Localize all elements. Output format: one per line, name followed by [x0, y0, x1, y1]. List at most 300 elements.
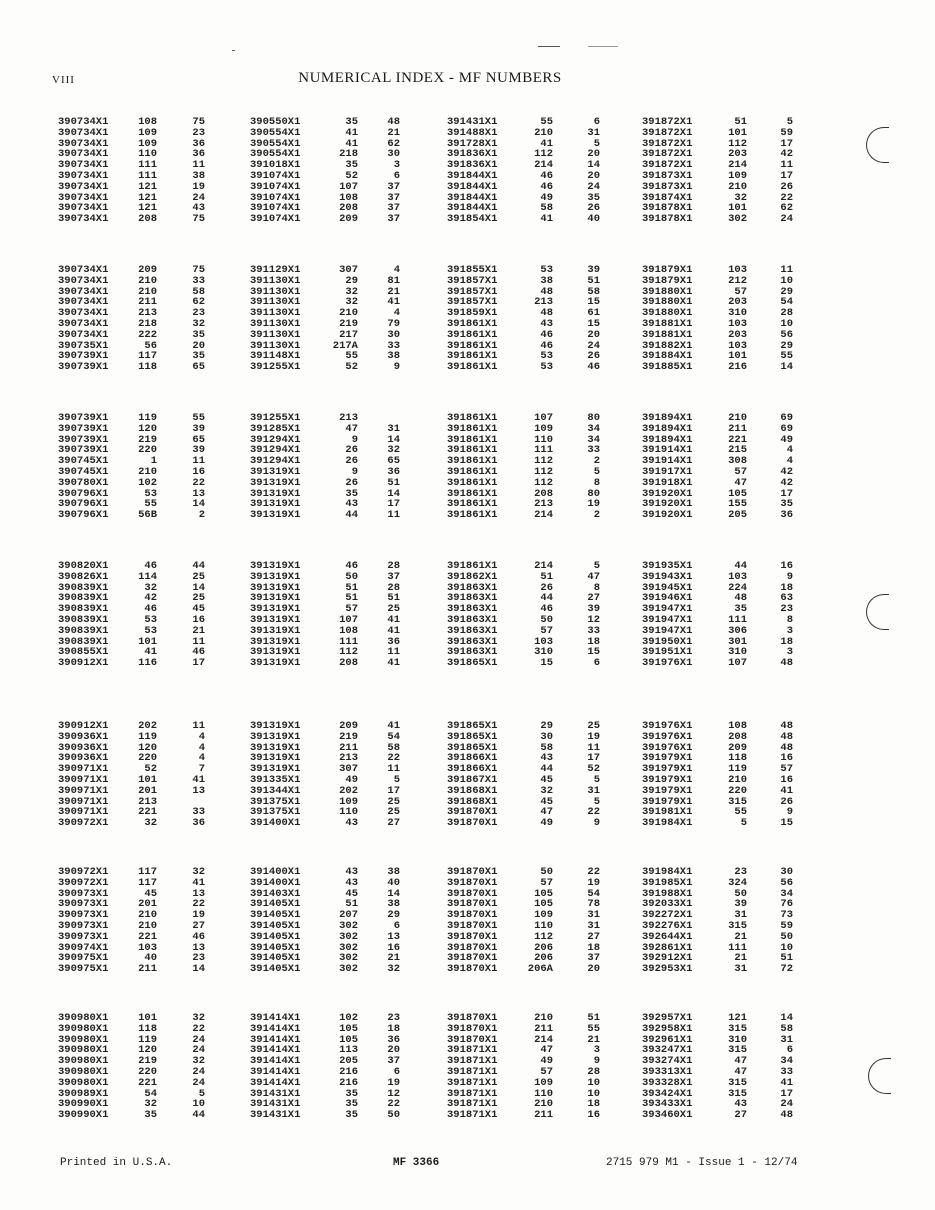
item-number: 65 — [192, 361, 205, 374]
figure-number: 210 — [138, 466, 157, 478]
mf-part-number: 391873X1 — [642, 170, 693, 182]
figure-number: 310 — [728, 307, 747, 320]
item-number: 5 — [198, 1087, 205, 1100]
item-number: 61 — [587, 307, 600, 320]
item-number: 19 — [387, 1076, 400, 1089]
figure-number: 219 — [138, 433, 157, 446]
item-number: 3 — [786, 646, 793, 659]
item-number: 14 — [387, 433, 400, 446]
mf-part-number: 390980X1 — [58, 1055, 109, 1068]
item-number: 79 — [387, 318, 400, 330]
item-number: 20 — [587, 148, 600, 161]
mf-part-number: 390550X1 — [250, 116, 301, 128]
figure-number: 5 — [740, 817, 747, 830]
mf-part-number: 391148X1 — [250, 350, 301, 363]
figure-number: 57 — [734, 466, 747, 478]
mf-part-number: 391294X1 — [250, 444, 301, 457]
item-number: 24 — [780, 213, 793, 226]
item-number: 42 — [780, 476, 793, 489]
index-row — [0, 797, 935, 808]
figure-number: 112 — [534, 455, 553, 468]
item-number: 13 — [192, 941, 205, 954]
mf-part-number: 391414X1 — [250, 1044, 301, 1057]
mf-part-number: 391130X1 — [250, 274, 301, 287]
item-number: 7 — [198, 763, 205, 776]
mf-part-number: 391946X1 — [642, 592, 693, 605]
figure-number: 35 — [345, 1087, 358, 1100]
figure-number: 55 — [345, 350, 358, 363]
figure-number: 41 — [345, 126, 358, 139]
item-number: 34 — [587, 433, 600, 446]
mf-part-number: 391861X1 — [447, 350, 498, 363]
figure-number: 103 — [534, 635, 553, 648]
figure-number: 58 — [540, 202, 553, 215]
mf-part-number: 390739X1 — [58, 350, 109, 363]
mf-part-number: 391861X1 — [447, 444, 498, 457]
mf-part-number: 391914X1 — [642, 444, 693, 457]
mf-part-number: 391319X1 — [250, 624, 301, 637]
mf-part-number: 391861X1 — [447, 509, 498, 522]
index-row — [0, 899, 935, 910]
figure-number: 101 — [138, 1012, 157, 1024]
item-number: 62 — [387, 137, 400, 150]
figure-number: 209 — [339, 213, 358, 226]
item-number: 10 — [192, 1098, 205, 1111]
figure-number: 32 — [144, 1098, 157, 1111]
figure-number: 120 — [138, 741, 157, 754]
mf-part-number: 391870X1 — [447, 963, 498, 976]
item-number: 65 — [192, 433, 205, 446]
item-number: 16 — [192, 614, 205, 626]
figure-number: 302 — [339, 952, 358, 965]
mf-part-number: 391405X1 — [250, 952, 301, 965]
figure-number: 101 — [728, 202, 747, 215]
index-row — [0, 732, 935, 743]
mf-part-number: 391976X1 — [642, 720, 693, 732]
item-number: 63 — [780, 592, 793, 605]
mf-part-number: 391950X1 — [642, 635, 693, 648]
item-number: 20 — [587, 170, 600, 182]
figure-number: 101 — [138, 774, 157, 786]
figure-number: 105 — [339, 1022, 358, 1035]
figure-number: 35 — [345, 1109, 358, 1122]
figure-number: 216 — [339, 1066, 358, 1078]
figure-number: 31 — [734, 963, 747, 976]
item-number: 6 — [393, 920, 400, 932]
mf-part-number: 391878X1 — [642, 213, 693, 226]
mf-part-number: 390971X1 — [58, 806, 109, 819]
mf-part-number: 391947X1 — [642, 614, 693, 626]
mf-part-number: 391863X1 — [447, 635, 498, 648]
index-row — [0, 467, 935, 478]
mf-part-number: 391431X1 — [447, 116, 498, 128]
figure-number: 109 — [534, 422, 553, 435]
item-number: 24 — [192, 1076, 205, 1089]
footer-printed: Printed in U.S.A. — [60, 1157, 173, 1169]
item-number: 34 — [780, 1055, 793, 1068]
item-number: 9 — [393, 361, 400, 374]
figure-number: 112 — [534, 466, 553, 478]
figure-number: 210 — [339, 307, 358, 320]
figure-number: 50 — [345, 570, 358, 583]
mf-part-number: 391861X1 — [447, 339, 498, 352]
item-number: 49 — [780, 433, 793, 446]
mf-part-number: 390980X1 — [58, 1076, 109, 1089]
item-number: 46 — [192, 930, 205, 943]
mf-part-number: 391488X1 — [447, 126, 498, 139]
figure-number: 103 — [728, 318, 747, 330]
item-number: 36 — [192, 817, 205, 830]
mf-part-number: 391870X1 — [447, 898, 498, 911]
mf-part-number: 391405X1 — [250, 930, 301, 943]
figure-number: 112 — [534, 476, 553, 489]
figure-number: 221 — [138, 930, 157, 943]
item-number: 58 — [387, 741, 400, 754]
mf-part-number: 390734X1 — [58, 126, 109, 139]
item-number: 9 — [593, 817, 600, 830]
item-number: 73 — [780, 909, 793, 922]
mf-part-number: 392953X1 — [642, 963, 693, 976]
mf-part-number: 390820X1 — [58, 560, 109, 572]
item-number: 48 — [780, 730, 793, 743]
item-number: 40 — [387, 876, 400, 889]
figure-number: 56 — [144, 339, 157, 352]
mf-part-number: 391319X1 — [250, 570, 301, 583]
item-number: 48 — [780, 720, 793, 732]
item-number: 15 — [780, 817, 793, 830]
index-row — [0, 1110, 935, 1121]
index-row — [0, 445, 935, 456]
item-number: 19 — [587, 498, 600, 511]
item-number: 24 — [192, 1033, 205, 1046]
figure-number: 58 — [540, 741, 553, 754]
item-number: 56 — [780, 328, 793, 341]
mf-part-number: 390990X1 — [58, 1098, 109, 1111]
figure-number: 21 — [734, 952, 747, 965]
mf-part-number: 391862X1 — [447, 570, 498, 583]
item-number: 21 — [387, 952, 400, 965]
index-row — [0, 593, 935, 604]
mf-part-number: 391943X1 — [642, 570, 693, 583]
figure-number: 51 — [540, 570, 553, 583]
index-row — [0, 139, 935, 150]
item-number: 30 — [387, 148, 400, 161]
mf-part-number: 391319X1 — [250, 614, 301, 626]
item-number: 22 — [780, 191, 793, 204]
mf-part-number: 391870X1 — [447, 1012, 498, 1024]
mf-part-number: 391319X1 — [250, 635, 301, 648]
item-number: 20 — [587, 328, 600, 341]
mf-part-number: 391914X1 — [642, 455, 693, 468]
figure-number: 220 — [728, 784, 747, 797]
figure-number: 46 — [540, 328, 553, 341]
item-number: 69 — [780, 412, 793, 424]
figure-number: 206 — [534, 952, 553, 965]
figure-number: 110 — [534, 920, 553, 932]
item-number: 29 — [387, 909, 400, 922]
item-number: 14 — [192, 963, 205, 976]
mf-part-number: 392861X1 — [642, 941, 693, 954]
figure-number: 109 — [534, 1076, 553, 1089]
figure-number: 51 — [734, 116, 747, 128]
figure-number: 114 — [138, 570, 157, 583]
mf-part-number: 390839X1 — [58, 592, 109, 605]
item-number: 16 — [780, 560, 793, 572]
item-number: 58 — [587, 285, 600, 298]
figure-number: 208 — [728, 730, 747, 743]
item-number: 4 — [786, 444, 793, 457]
figure-number: 307 — [339, 763, 358, 776]
mf-part-number: 390973X1 — [58, 920, 109, 932]
mf-part-number: 391405X1 — [250, 898, 301, 911]
figure-number: 302 — [339, 963, 358, 976]
figure-number: 32 — [144, 817, 157, 830]
index-row — [0, 203, 935, 214]
mf-part-number: 390796X1 — [58, 509, 109, 522]
mf-part-number: 391074X1 — [250, 213, 301, 226]
mf-part-number: 391130X1 — [250, 318, 301, 330]
mf-part-number: 390980X1 — [58, 1066, 109, 1078]
mf-part-number: 391400X1 — [250, 866, 301, 878]
mf-part-number: 391863X1 — [447, 592, 498, 605]
item-number: 36 — [387, 466, 400, 478]
item-number: 17 — [780, 1087, 793, 1100]
mf-part-number: 390734X1 — [58, 307, 109, 320]
index-row — [0, 435, 935, 446]
figure-number: 105 — [339, 1033, 358, 1046]
item-number: 56 — [780, 876, 793, 889]
item-number: 3 — [393, 159, 400, 172]
mf-part-number: 391863X1 — [447, 624, 498, 637]
index-row — [0, 351, 935, 362]
item-number: 10 — [780, 274, 793, 287]
mf-part-number: 390745X1 — [58, 455, 109, 468]
figure-number: 210 — [728, 412, 747, 424]
index-row — [0, 786, 935, 797]
index-row — [0, 878, 935, 889]
scan-speck — [538, 46, 560, 47]
figure-number: 108 — [339, 624, 358, 637]
item-number: 22 — [387, 752, 400, 765]
figure-number: 208 — [138, 213, 157, 226]
figure-number: 46 — [540, 603, 553, 616]
item-number: 4 — [393, 307, 400, 320]
mf-part-number: 391979X1 — [642, 774, 693, 786]
mf-part-number: 391859X1 — [447, 307, 498, 320]
mf-part-number: 390734X1 — [58, 296, 109, 309]
figure-number: 26 — [540, 581, 553, 594]
item-number: 18 — [587, 941, 600, 954]
mf-part-number: 391917X1 — [642, 466, 693, 478]
index-row — [0, 413, 935, 424]
mf-part-number: 392033X1 — [642, 898, 693, 911]
item-number: 17 — [387, 498, 400, 511]
figure-number: 120 — [138, 1044, 157, 1057]
index-row — [0, 1045, 935, 1056]
item-number: 37 — [387, 180, 400, 193]
figure-number: 107 — [339, 614, 358, 626]
figure-number: 208 — [339, 657, 358, 670]
figure-number: 108 — [138, 116, 157, 128]
mf-part-number: 390971X1 — [58, 774, 109, 786]
mf-part-number: 391844X1 — [447, 170, 498, 182]
item-number: 17 — [780, 170, 793, 182]
figure-number: 44 — [540, 763, 553, 776]
mf-part-number: 391319X1 — [250, 581, 301, 594]
figure-number: 35 — [345, 487, 358, 500]
figure-number: 53 — [144, 624, 157, 637]
figure-number: 53 — [540, 264, 553, 276]
figure-number: 302 — [339, 941, 358, 954]
mf-part-number: 392272X1 — [642, 909, 693, 922]
item-number: 23 — [192, 952, 205, 965]
item-number: 9 — [593, 1055, 600, 1068]
figure-number: 26 — [345, 476, 358, 489]
mf-part-number: 391920X1 — [642, 487, 693, 500]
item-number: 36 — [387, 1033, 400, 1046]
mf-part-number: 391976X1 — [642, 657, 693, 670]
figure-number: 43 — [540, 318, 553, 330]
item-number: 41 — [192, 774, 205, 786]
figure-number: 210 — [138, 274, 157, 287]
item-number: 59 — [780, 126, 793, 139]
figure-number: 202 — [138, 720, 157, 732]
item-number: 57 — [780, 763, 793, 776]
figure-number: 216 — [728, 361, 747, 374]
item-number: 19 — [192, 180, 205, 193]
figure-number: 35 — [345, 116, 358, 128]
mf-part-number: 391863X1 — [447, 581, 498, 594]
figure-number: 118 — [138, 1022, 157, 1035]
item-number: 16 — [192, 466, 205, 478]
figure-number: 103 — [138, 941, 157, 954]
mf-part-number: 390734X1 — [58, 159, 109, 172]
figure-number: 120 — [138, 422, 157, 435]
mf-part-number: 391414X1 — [250, 1022, 301, 1035]
figure-number: 43 — [345, 866, 358, 878]
index-row — [0, 1089, 935, 1100]
figure-number: 213 — [534, 498, 553, 511]
mf-part-number: 391861X1 — [447, 361, 498, 374]
figure-number: 46 — [144, 603, 157, 616]
scan-speck — [232, 50, 235, 51]
figure-number: 315 — [728, 920, 747, 932]
mf-part-number: 391861X1 — [447, 487, 498, 500]
mf-part-number: 390734X1 — [58, 202, 109, 215]
mf-part-number: 391863X1 — [447, 603, 498, 616]
item-number: 37 — [387, 191, 400, 204]
mf-part-number: 391857X1 — [447, 296, 498, 309]
item-number: 11 — [780, 264, 793, 276]
index-row — [0, 775, 935, 786]
figure-number: 38 — [540, 274, 553, 287]
figure-number: 222 — [138, 328, 157, 341]
mf-part-number: 392958X1 — [642, 1022, 693, 1035]
mf-part-number: 390739X1 — [58, 433, 109, 446]
figure-number: 46 — [540, 339, 553, 352]
mf-part-number: 391863X1 — [447, 646, 498, 659]
item-number: 25 — [387, 603, 400, 616]
mf-part-number: 391871X1 — [447, 1087, 498, 1100]
mf-part-number: 391872X1 — [642, 126, 693, 139]
figure-number: 49 — [345, 774, 358, 786]
figure-number: 210 — [138, 909, 157, 922]
mf-part-number: 390554X1 — [250, 137, 301, 150]
figure-number: 9 — [351, 433, 358, 446]
figure-number: 315 — [728, 1087, 747, 1100]
item-number: 4 — [786, 455, 793, 468]
mf-part-number: 390734X1 — [58, 328, 109, 341]
mf-part-number: 391870X1 — [447, 876, 498, 889]
figure-number: 21 — [734, 930, 747, 943]
mf-part-number: 390734X1 — [58, 213, 109, 226]
item-number: 55 — [192, 412, 205, 424]
mf-part-number: 391976X1 — [642, 741, 693, 754]
mf-part-number: 393433X1 — [642, 1098, 693, 1111]
mf-part-number: 391414X1 — [250, 1033, 301, 1046]
mf-part-number: 391867X1 — [447, 774, 498, 786]
item-number: 81 — [387, 274, 400, 287]
item-number: 12 — [587, 614, 600, 626]
item-number: 36 — [387, 635, 400, 648]
item-number: 44 — [192, 1109, 205, 1122]
mf-part-number: 391871X1 — [447, 1055, 498, 1068]
figure-number: 46 — [540, 170, 553, 182]
mf-part-number: 391319X1 — [250, 741, 301, 754]
mf-part-number: 390734X1 — [58, 148, 109, 161]
figure-number: 324 — [728, 876, 747, 889]
mf-part-number: 391074X1 — [250, 191, 301, 204]
figure-number: 110 — [339, 806, 358, 819]
figure-number: 112 — [534, 930, 553, 943]
figure-number: 1 — [150, 455, 157, 468]
figure-number: 41 — [345, 137, 358, 150]
item-number: 14 — [192, 498, 205, 511]
item-number: 33 — [192, 806, 205, 819]
item-number: 16 — [780, 752, 793, 765]
mf-part-number: 391074X1 — [250, 170, 301, 182]
item-number: 20 — [587, 963, 600, 976]
item-number: 41 — [192, 876, 205, 889]
mf-part-number: 391855X1 — [447, 264, 498, 276]
figure-number: 112 — [534, 148, 553, 161]
mf-part-number: 391878X1 — [642, 202, 693, 215]
item-number: 39 — [587, 603, 600, 616]
item-number: 4 — [198, 752, 205, 765]
figure-number: 43 — [345, 817, 358, 830]
item-number: 62 — [192, 296, 205, 309]
index-row — [0, 753, 935, 764]
item-number: 54 — [587, 887, 600, 900]
mf-part-number: 391319X1 — [250, 466, 301, 478]
figure-number: 48 — [734, 592, 747, 605]
mf-part-number: 390974X1 — [58, 941, 109, 954]
mf-part-number: 390980X1 — [58, 1022, 109, 1035]
item-number: 43 — [192, 202, 205, 215]
mf-part-number: 391920X1 — [642, 498, 693, 511]
index-row — [0, 921, 935, 932]
mf-part-number: 390780X1 — [58, 476, 109, 489]
mf-part-number: 391870X1 — [447, 909, 498, 922]
index-row — [0, 943, 935, 954]
mf-part-number: 393460X1 — [642, 1109, 693, 1122]
figure-number: 57 — [540, 624, 553, 637]
mf-part-number: 391865X1 — [447, 720, 498, 732]
index-row — [0, 615, 935, 626]
figure-number: 45 — [540, 774, 553, 786]
item-number: 5 — [393, 774, 400, 786]
mf-part-number: 391884X1 — [642, 350, 693, 363]
